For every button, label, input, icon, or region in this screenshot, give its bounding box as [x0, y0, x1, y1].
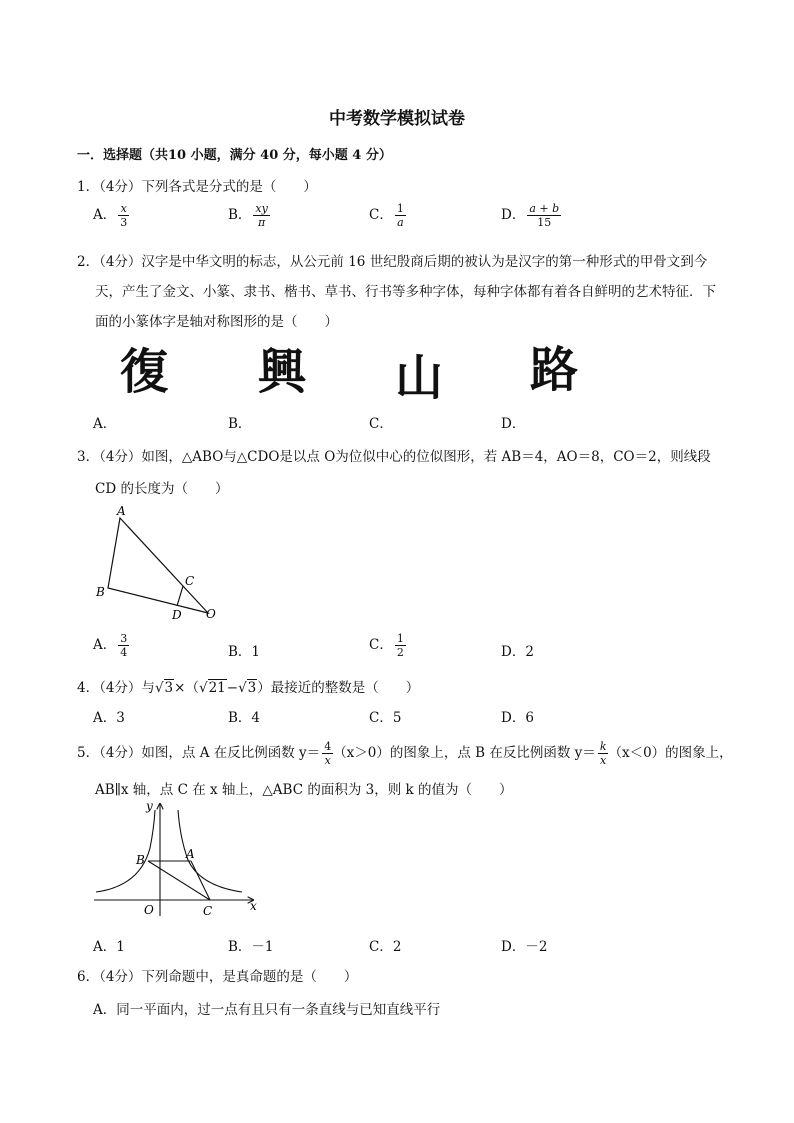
q5-option-a[interactable] — [93, 935, 125, 955]
option-label: A． — [93, 939, 117, 955]
sqrt-sign: √ — [238, 680, 247, 696]
radicand: 21 — [208, 680, 226, 696]
stem-text: ）最接近的整数是（ ） — [257, 680, 420, 696]
option-value: 6 — [525, 710, 534, 726]
q2-line-1: 2．（4分）汉字是中华文明的标志，从公元前 16 世纪殷商后期的被认为是汉字的第一种形式的甲骨文到今 — [77, 254, 708, 270]
option-value: 1 — [116, 939, 125, 955]
q2-option-a-label[interactable]: A． — [93, 416, 117, 432]
q3-option-b[interactable] — [228, 640, 260, 660]
option-label: B． — [228, 644, 252, 660]
option-label: D． — [501, 710, 526, 726]
q2-option-c-label[interactable]: C． — [369, 416, 393, 432]
stem-text: （x＞0）的图象上，点 B 在反比例函数 y＝ — [333, 745, 596, 761]
numerator: 4 — [324, 740, 332, 753]
denominator: 3 — [120, 216, 128, 229]
fraction — [527, 202, 561, 229]
q5-option-b[interactable] — [228, 935, 274, 955]
seal-glyph-b: 興 — [258, 344, 307, 400]
option-label: C． — [369, 710, 393, 726]
q3-option-c[interactable] — [369, 632, 406, 659]
option-value: －2 — [525, 939, 548, 955]
option-value: 4 — [251, 710, 261, 726]
fraction — [395, 632, 406, 659]
q5-option-c[interactable] — [369, 935, 401, 955]
q6-stem: 6．（4分）下列命题中，是真命题的是（ ） — [77, 969, 358, 985]
radicand: 3 — [164, 680, 174, 696]
option-value: 3 — [116, 710, 125, 726]
label-b: B — [96, 585, 105, 599]
q2-line-2: 天，产生了金文、小篆、隶书、楷书、草书、行书等多种字体，每种字体都有着各自鲜明的艺术特征．下 — [95, 284, 716, 300]
label-c: C — [185, 574, 195, 588]
q1-option-a[interactable] — [93, 202, 129, 229]
q4-option-a[interactable] — [93, 706, 125, 726]
minus-sign: − — [226, 680, 239, 696]
page-title: 中考数学模拟试卷 — [329, 109, 465, 129]
denominator: x — [324, 754, 331, 767]
label-d: D — [172, 608, 182, 622]
label-a: A — [117, 504, 126, 518]
numerator: a + b — [529, 202, 560, 215]
denominator: π — [258, 216, 266, 229]
numerator: 1 — [396, 632, 404, 645]
stem-text: 5．（4分）如图，点 A 在反比例函数 y＝ — [77, 745, 321, 761]
denominator: a — [397, 216, 404, 229]
option-value: 5 — [392, 710, 402, 726]
q1-stem: 1．（4分）下列各式是分式的是（ ） — [77, 179, 317, 195]
option-label: C． — [369, 637, 393, 653]
fraction — [118, 202, 129, 229]
q3-line-1: 3．（4分）如图，△ABO与△CDO是以点 O为位似中心的位似图形，若 AB＝4，AO＝8，CO＝2，则线段 — [77, 449, 711, 465]
section-heading: 一．选择题（共10 小题，满分 40 分，每小题 4 分） — [77, 148, 392, 163]
numerator: xy — [255, 202, 268, 215]
q5-line-2: AB∥x 轴，点 C 在 x 轴上，△ABC 的面积为 3，则 k 的值为（ ） — [95, 782, 513, 798]
option-label: A． — [93, 207, 117, 223]
option-label: D． — [501, 644, 526, 660]
radicand: 3 — [247, 680, 257, 696]
q5-function-graph — [88, 798, 268, 923]
label-c: C — [203, 904, 213, 918]
denominator: x — [600, 754, 607, 767]
option-label: B． — [228, 207, 252, 223]
q2-option-b-label[interactable]: B． — [228, 416, 252, 432]
seal-glyph-c: 山 — [395, 350, 444, 406]
option-label: A． — [93, 710, 117, 726]
hyperbola-left-branch — [96, 810, 155, 892]
q3-option-d[interactable] — [501, 640, 534, 660]
q1-option-b[interactable] — [228, 202, 270, 229]
label-y: y — [146, 799, 153, 813]
segment-cd — [177, 586, 183, 606]
q5-line-1 — [77, 740, 733, 767]
stem-text: 4．（4分）与 — [77, 680, 155, 696]
q2-line-3: 面的小篆体字是轴对称图形的是（ ） — [95, 314, 338, 330]
option-label: B． — [228, 710, 252, 726]
denominator: 2 — [396, 646, 404, 659]
fraction — [253, 202, 269, 229]
q6-option-a[interactable]: A．同一平面内，过一点有且只有一条直线与已知直线平行 — [93, 1002, 441, 1018]
denominator: 15 — [537, 216, 552, 229]
q3-line-2: CD 的长度为（ ） — [95, 481, 229, 497]
numerator: x — [118, 202, 129, 216]
seal-glyph-a: 復 — [120, 344, 169, 400]
option-value: －1 — [251, 939, 274, 955]
numerator: k — [599, 740, 607, 753]
q4-option-b[interactable] — [228, 706, 260, 726]
q1-option-c[interactable] — [369, 202, 406, 229]
option-label: C． — [369, 939, 393, 955]
q2-option-d-label[interactable]: D． — [501, 416, 526, 432]
fraction — [118, 632, 129, 659]
label-x: x — [250, 899, 257, 913]
option-value: 2 — [525, 644, 534, 660]
option-label: D． — [501, 939, 526, 955]
q4-option-c[interactable] — [369, 706, 401, 726]
q4-option-d[interactable] — [501, 706, 534, 726]
stem-text: （x＜0）的图象上， — [608, 745, 733, 761]
label-a: A — [186, 847, 195, 861]
q3-option-a[interactable] — [93, 632, 129, 659]
stem-text: ×（ — [174, 680, 199, 696]
label-o: O — [144, 903, 154, 917]
q5-option-d[interactable] — [501, 935, 547, 955]
fraction — [598, 740, 609, 767]
numerator: 3 — [120, 632, 128, 645]
sqrt-sign: √ — [198, 680, 208, 696]
denominator: 4 — [120, 646, 128, 659]
q3-triangle-figure — [90, 500, 230, 625]
sqrt-sign: √ — [154, 680, 164, 696]
label-o: O — [206, 607, 216, 621]
q4-stem — [77, 676, 419, 696]
q1-option-d[interactable] — [501, 202, 561, 229]
label-b: B — [136, 853, 145, 867]
option-label: D． — [501, 207, 526, 223]
fraction — [395, 202, 406, 229]
option-label: A． — [93, 637, 117, 653]
numerator: 1 — [396, 202, 404, 215]
option-label: B． — [228, 939, 252, 955]
option-label: C． — [369, 207, 393, 223]
fraction — [322, 740, 333, 767]
option-value: 1 — [251, 644, 261, 660]
triangle-abo — [108, 518, 208, 613]
seal-glyph-d: 路 — [530, 342, 579, 398]
option-value: 2 — [392, 939, 402, 955]
